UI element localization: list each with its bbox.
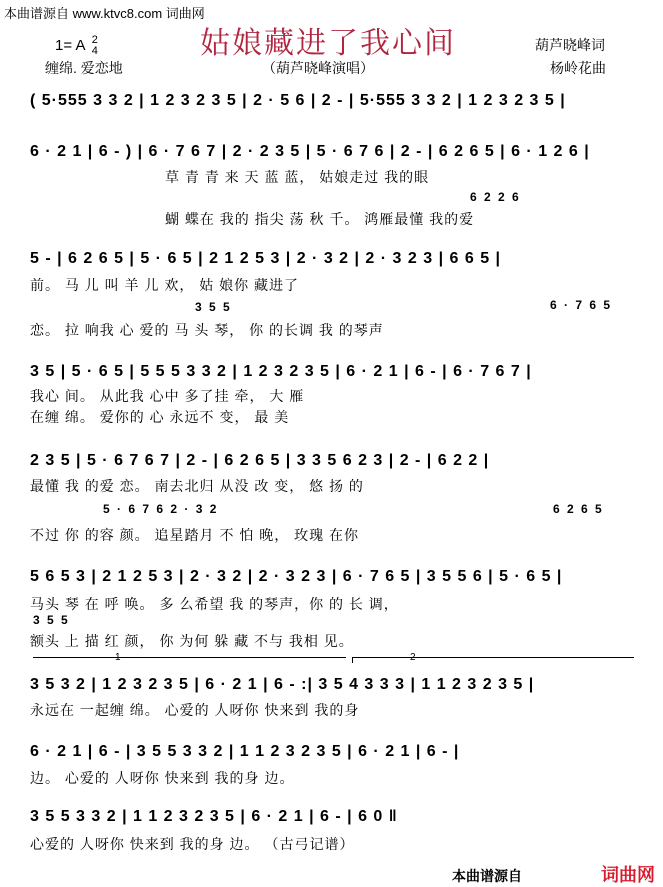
score-row-3-variant-a: 3 5 5: [195, 300, 232, 314]
source-header: 本曲谱源自 www.ktvc8.com 词曲网: [4, 6, 205, 21]
score-row-3-lyric-1: 前。 马 儿 叫 羊 儿 欢， 姑 娘你 藏进了: [30, 277, 300, 293]
score-row-4-lyric-1: 我心 间。 从此我 心中 多了挂 牵， 大 雁: [30, 388, 305, 404]
score-row-6-lyric-2: 额头 上 描 红 颜， 你 为何 躲 藏 不与 我相 见。: [30, 633, 354, 649]
score-row-2-notes: 6 · 2 1 | 6 - ) | 6 · 7 6 7 | 2 · 2 3 5 | 5 · 6 7 6 | 2 - | 6 2 6 5 | 6 · 1 2 6 |: [30, 143, 590, 160]
score-row-5-notes: 2 3 5 | 5 · 6 7 6 7 | 2 - | 6 2 6 5 | 3 3 5 6 2 3 | 2 - | 6 2 2 |: [30, 452, 490, 469]
key-label: 1= A: [55, 36, 85, 54]
score-row-7-lyric-1: 永远在 一起缠 绵。 心爱的 人呀你 快来到 我的身: [30, 702, 360, 718]
score-row-5-variant-b: 6 2 6 5: [553, 502, 604, 516]
score-row-3-notes: 5 - | 6 2 6 5 | 5 · 6 5 | 2 1 2 5 3 | 2 · 3 2 | 2 · 3 2 3 | 6 6 5 |: [30, 250, 502, 267]
lyricist-credit: 葫芦晓峰词: [535, 37, 605, 53]
song-title: 姑娘藏进了我心间: [200, 26, 456, 61]
score-row-6-variant: 3 5 5: [33, 613, 70, 627]
score-row-8-notes: 6 · 2 1 | 6 - | 3 5 5 3 3 2 | 1 1 2 3 2 3 5 | 6 · 2 1 | 6 - |: [30, 743, 460, 760]
volta-1-line: [33, 657, 346, 658]
time-bottom: 4: [91, 45, 98, 57]
singer-credit: （葫芦晓峰演唱）: [262, 60, 374, 76]
score-row-7-notes: 3 5 3 2 | 1 2 3 2 3 5 | 6 · 2 1 | 6 - :| 3 5 4 3 3 3 | 1 1 2 3 2 3 5 |: [30, 676, 535, 693]
volta-2-tick: [352, 657, 353, 663]
score-row-2-variant: 6 2 2 6: [470, 190, 521, 204]
score-row-5-lyric-2: 不过 你 的容 颜。 追星踏月 不 怕 晚， 玫瑰 在你: [30, 527, 360, 543]
score-row-4-notes: 3 5 | 5 · 6 5 | 5 5 5 3 3 2 | 1 2 3 2 3 5 | 6 · 2 1 | 6 - | 6 · 7 6 7 |: [30, 363, 532, 380]
brand-logo-text: 词曲网: [601, 865, 655, 885]
score-row-1-notes: ( 5·555 3 3 2 | 1 2 3 2 3 5 | 2 · 5 6 | 2 - | 5·555 3 3 2 | 1 2 3 2 3 5 |: [30, 92, 566, 109]
score-row-3-variant-b: 6 · 7 6 5: [550, 298, 613, 312]
composer-credit: 杨岭花曲: [550, 60, 606, 76]
time-top: 2: [91, 34, 98, 46]
volta-1-number: 1: [115, 652, 121, 663]
score-row-6-lyric-1: 马头 琴 在 呼 唤。 多 么希望 我 的琴声，你 的 长 调，: [30, 596, 399, 612]
volta-2-number: 2: [410, 652, 416, 663]
key-signature: [55, 35, 98, 57]
score-row-2-lyric-2: 蝴 蝶在 我的 指尖 荡 秋 千。 鸿雁最懂 我的爱: [165, 211, 475, 227]
expression-mark: 缠绵. 爱恋地: [45, 60, 123, 76]
score-row-5-variant-a: 5 · 6 7 6 2 · 3 2: [103, 502, 219, 516]
volta-2-line: [352, 657, 634, 658]
score-row-9-notes: 3 5 5 3 3 2 | 1 1 2 3 2 3 5 | 6 · 2 1 | 6 - | 6 0 ‖: [30, 808, 398, 825]
time-signature: [92, 35, 98, 57]
score-row-4-lyric-2: 在缠 绵。 爱你的 心 永远不 变， 最 美: [30, 409, 290, 425]
footer-source-label: 本曲谱源自: [452, 868, 522, 884]
score-row-9-lyric-1: 心爱的 人呀你 快来到 我的身 边。 （古弓记谱）: [30, 836, 355, 852]
score-row-2-lyric-1: 草 青 青 来 天 蓝 蓝， 姑娘走过 我的眼: [165, 169, 430, 185]
score-row-6-notes: 5 6 5 3 | 2 1 2 5 3 | 2 · 3 2 | 2 · 3 2 3 | 6 · 7 6 5 | 3 5 5 6 | 5 · 6 5 |: [30, 568, 563, 585]
score-row-3-lyric-2: 恋。 拉 响我 心 爱的 马 头 琴， 你 的长调 我 的琴声: [30, 322, 384, 338]
score-row-5-lyric-1: 最懂 我 的爱 恋。 南去北归 从没 改 变， 悠 扬 的: [30, 478, 364, 494]
score-row-8-lyric-1: 边。 心爱的 人呀你 快来到 我的身 边。: [30, 770, 295, 786]
